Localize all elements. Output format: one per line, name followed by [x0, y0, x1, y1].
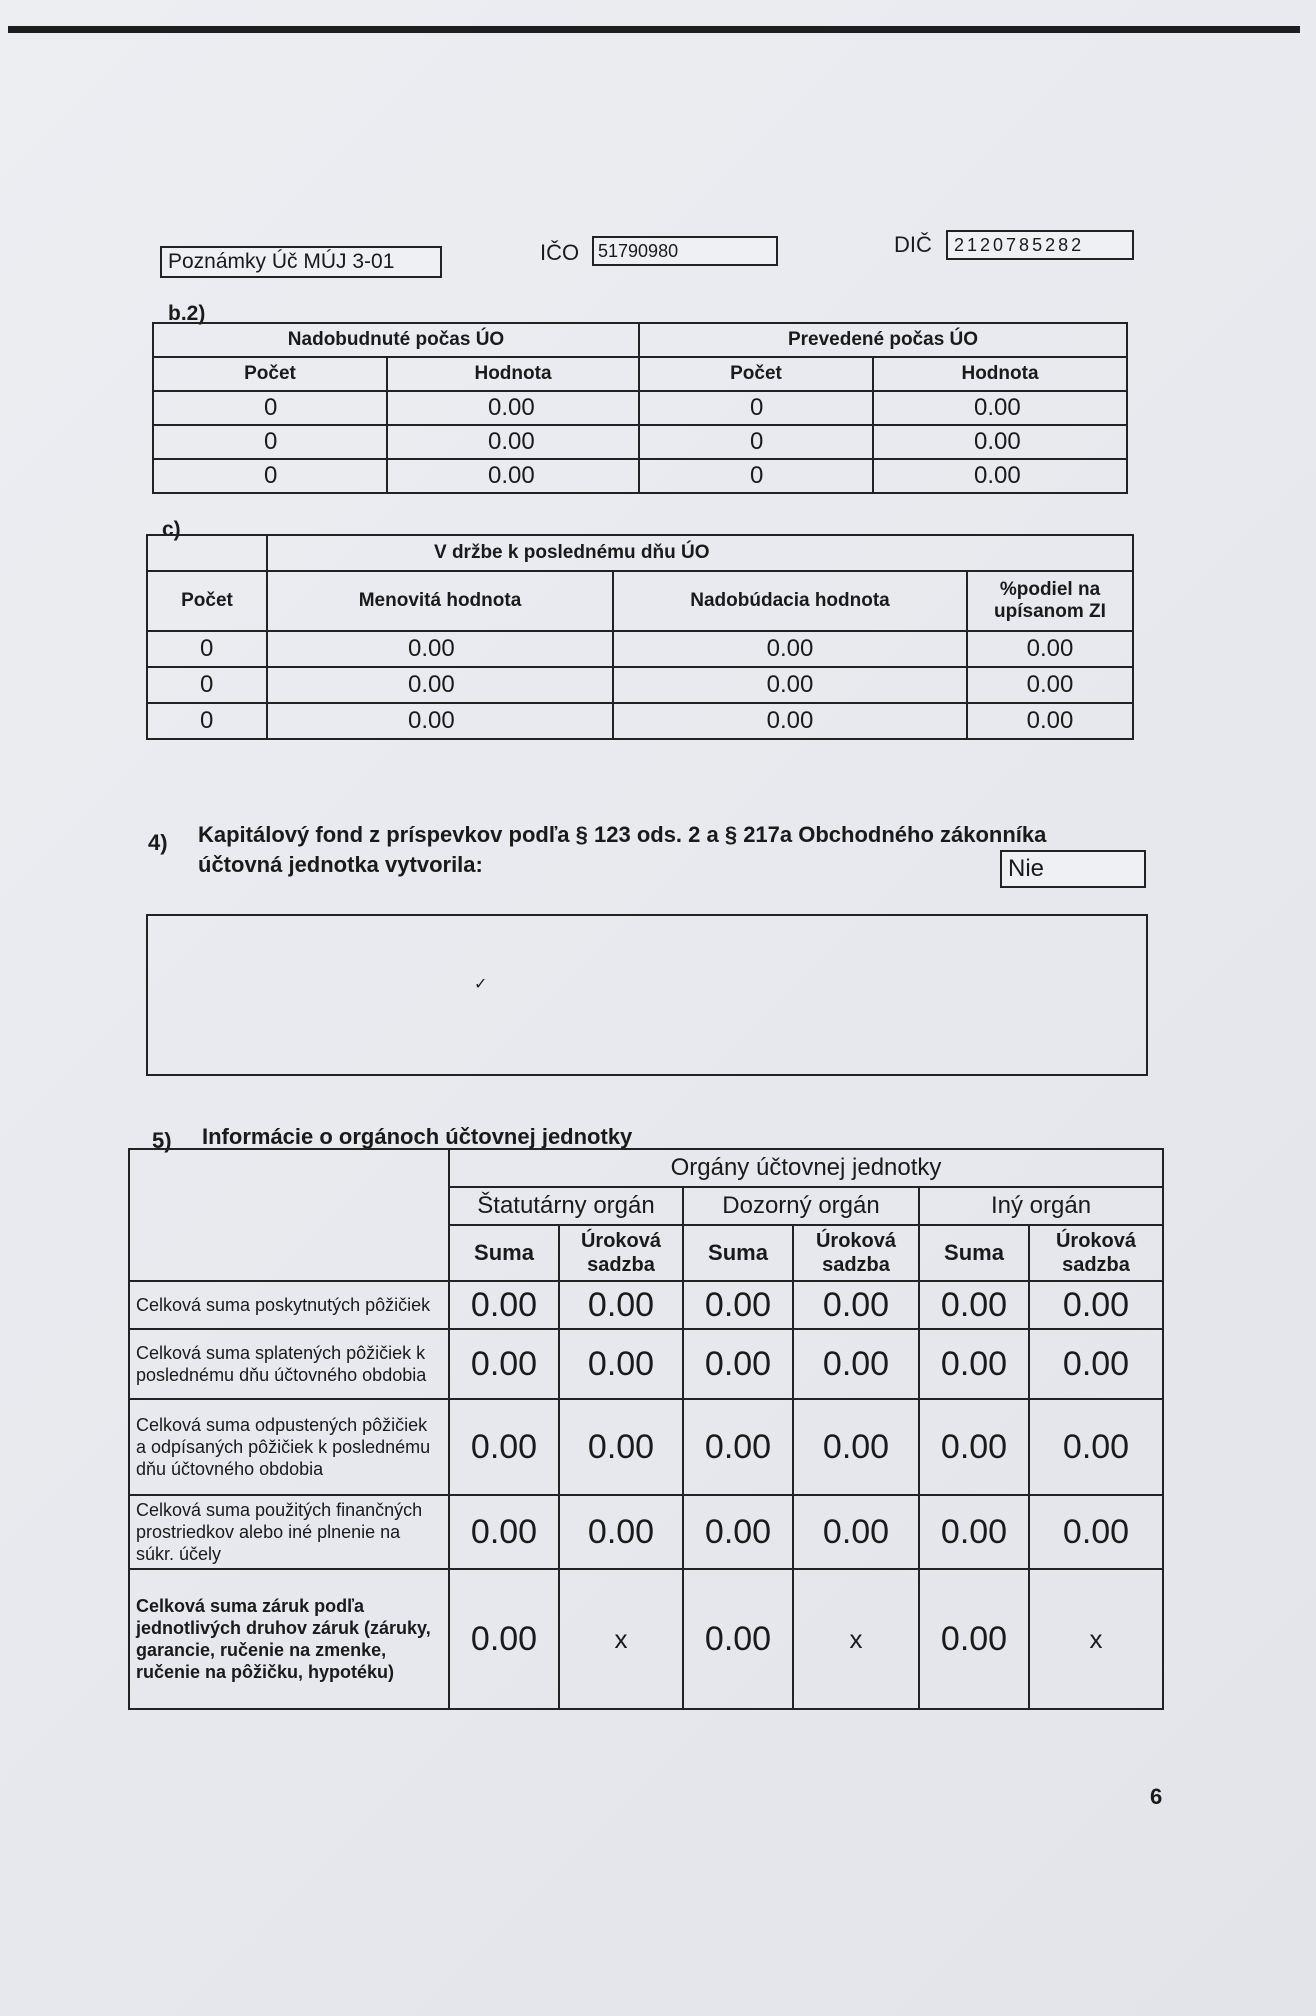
amount-cell: 0.00 — [1029, 1329, 1163, 1399]
b2-col-count: Počet — [153, 357, 387, 391]
b2-cell: 0.00 — [387, 425, 639, 459]
sub-header-rate: Úroková sadzba — [793, 1225, 919, 1281]
dic-value-box: 2120785282 — [946, 230, 1134, 260]
c-cell: 0.00 — [967, 631, 1133, 667]
amount-cell: 0.00 — [793, 1281, 919, 1329]
c-cell: 0.00 — [267, 703, 613, 739]
amount-cell: 0.00 — [793, 1495, 919, 1569]
amount-cell: 0.00 — [683, 1569, 793, 1709]
organ-header-other: Iný orgán — [919, 1187, 1163, 1225]
amount-cell: 0.00 — [449, 1495, 559, 1569]
section-c-label: c) — [162, 518, 181, 541]
table-row — [129, 1569, 1163, 1709]
b2-cell: 0.00 — [873, 459, 1127, 493]
amount-cell: 0.00 — [1029, 1495, 1163, 1569]
item4-answer-box: Nie — [1000, 850, 1146, 888]
item5-title: Informácie o orgánoch účtovnej jednotky — [202, 1124, 633, 1149]
amount-cell: 0.00 — [1029, 1281, 1163, 1329]
item4-number: 4) — [148, 830, 168, 855]
row-label-forgiven-loans: Celková suma odpustených pôžičiek a odpísaných pôžičiek k poslednému dňu účtovného obdobia — [129, 1399, 449, 1495]
organs-group-header: Orgány účtovnej jednotky — [449, 1149, 1163, 1187]
table-row — [153, 459, 1127, 493]
organs-corner-cell — [129, 1149, 449, 1281]
c-cell: 0.00 — [967, 703, 1133, 739]
amount-cell: 0.00 — [559, 1399, 683, 1495]
c-cell: 0 — [147, 631, 267, 667]
amount-cell: 0.00 — [1029, 1399, 1163, 1495]
table-row — [147, 667, 1133, 703]
note-box — [146, 914, 1148, 1076]
b2-col-count: Počet — [639, 357, 873, 391]
c-cell: 0 — [147, 703, 267, 739]
document-header — [160, 228, 1130, 278]
row-label-provided-loans: Celková suma poskytnutých pôžičiek — [129, 1281, 449, 1329]
b2-col-value: Hodnota — [873, 357, 1127, 391]
table-row — [147, 631, 1133, 667]
c-cell: 0.00 — [267, 667, 613, 703]
c-cell: 0.00 — [967, 667, 1133, 703]
amount-cell: 0.00 — [919, 1495, 1029, 1569]
amount-cell: 0.00 — [559, 1281, 683, 1329]
item5-number: 5) — [152, 1128, 172, 1153]
ico-value-box: 51790980 — [592, 236, 778, 266]
c-cell: 0 — [147, 667, 267, 703]
amount-cell: 0.00 — [449, 1281, 559, 1329]
ico-label: IČO — [540, 240, 580, 265]
amount-cell: 0.00 — [919, 1281, 1029, 1329]
table-organs — [128, 1148, 1164, 1710]
amount-cell: 0.00 — [559, 1495, 683, 1569]
item4-text: Kapitálový fond z príspevkov podľa § 123 ods. 2 a § 217a Obchodného zákonníka účtovná jednotka vytvorila: — [198, 822, 1047, 877]
b2-col-value: Hodnota — [387, 357, 639, 391]
b2-cell: 0 — [639, 391, 873, 425]
amount-cell: 0.00 — [559, 1329, 683, 1399]
table-row — [153, 425, 1127, 459]
amount-cell: 0.00 — [683, 1329, 793, 1399]
b2-cell: 0.00 — [387, 391, 639, 425]
c-cell: 0.00 — [613, 703, 967, 739]
check-mark-icon: ✓ — [474, 976, 488, 993]
table-c — [146, 534, 1134, 740]
row-label-repaid-loans: Celková suma splatených pôžičiek k poslednému dňu účtovného obdobia — [129, 1329, 449, 1399]
b2-cell: 0 — [153, 425, 387, 459]
table-row — [129, 1399, 1163, 1495]
table-b2 — [152, 322, 1128, 494]
amount-cell: 0.00 — [449, 1399, 559, 1495]
b2-cell: 0 — [153, 391, 387, 425]
table-row — [129, 1281, 1163, 1329]
amount-cell: x — [1029, 1569, 1163, 1709]
c-col-nominal: Menovitá hodnota — [267, 571, 613, 631]
b2-cell: 0 — [153, 459, 387, 493]
table-row — [129, 1329, 1163, 1399]
c-cell: 0.00 — [267, 631, 613, 667]
top-border-line — [8, 26, 1300, 33]
b2-cell: 0 — [639, 459, 873, 493]
amount-cell: 0.00 — [683, 1495, 793, 1569]
organ-header-statutory: Štatutárny orgán — [449, 1187, 683, 1225]
row-label-private-use: Celková suma použitých finančných prostriedkov alebo iné plnenie na súkr. účely — [129, 1495, 449, 1569]
amount-cell: 0.00 — [793, 1399, 919, 1495]
sub-header-sum: Suma — [449, 1225, 559, 1281]
sub-header-sum: Suma — [919, 1225, 1029, 1281]
b2-cell: 0.00 — [873, 391, 1127, 425]
table-row — [129, 1495, 1163, 1569]
amount-cell: 0.00 — [919, 1569, 1029, 1709]
amount-cell: 0.00 — [683, 1399, 793, 1495]
amount-cell: 0.00 — [919, 1399, 1029, 1495]
amount-cell: x — [559, 1569, 683, 1709]
amount-cell: 0.00 — [919, 1329, 1029, 1399]
amount-cell: 0.00 — [449, 1569, 559, 1709]
row-label-guarantees: Celková suma záruk podľa jednotlivých druhov záruk (záruky, garancie, ručenie na zmenke, ručenie na pôžičku, hypotéku) — [129, 1569, 449, 1709]
c-cell: 0.00 — [613, 667, 967, 703]
amount-cell: 0.00 — [449, 1329, 559, 1399]
dic-label: DIČ — [894, 232, 932, 257]
page-number: 6 — [1150, 1784, 1163, 1809]
b2-cell: 0.00 — [873, 425, 1127, 459]
amount-cell: x — [793, 1569, 919, 1709]
table-row — [153, 391, 1127, 425]
b2-header-transferred: Prevedené počas ÚO — [639, 323, 1127, 357]
doc-code-box: Poznámky Úč MÚJ 3-01 — [160, 246, 442, 278]
organ-header-supervisory: Dozorný orgán — [683, 1187, 919, 1225]
c-col-acquisition: Nadobúdacia hodnota — [613, 571, 967, 631]
c-col-share: %podiel na upísanom ZI — [967, 571, 1133, 631]
sub-header-rate: Úroková sadzba — [1029, 1225, 1163, 1281]
b2-cell: 0.00 — [387, 459, 639, 493]
c-header-held: V držbe k poslednému dňu ÚO — [267, 535, 1133, 571]
amount-cell: 0.00 — [793, 1329, 919, 1399]
sub-header-rate: Úroková sadzba — [559, 1225, 683, 1281]
sub-header-sum: Suma — [683, 1225, 793, 1281]
table-row — [147, 703, 1133, 739]
c-cell: 0.00 — [613, 631, 967, 667]
c-col-count: Počet — [147, 571, 267, 631]
b2-header-acquired: Nadobudnuté počas ÚO — [153, 323, 639, 357]
b2-cell: 0 — [639, 425, 873, 459]
amount-cell: 0.00 — [683, 1281, 793, 1329]
section-b2-label: b.2) — [168, 302, 206, 325]
